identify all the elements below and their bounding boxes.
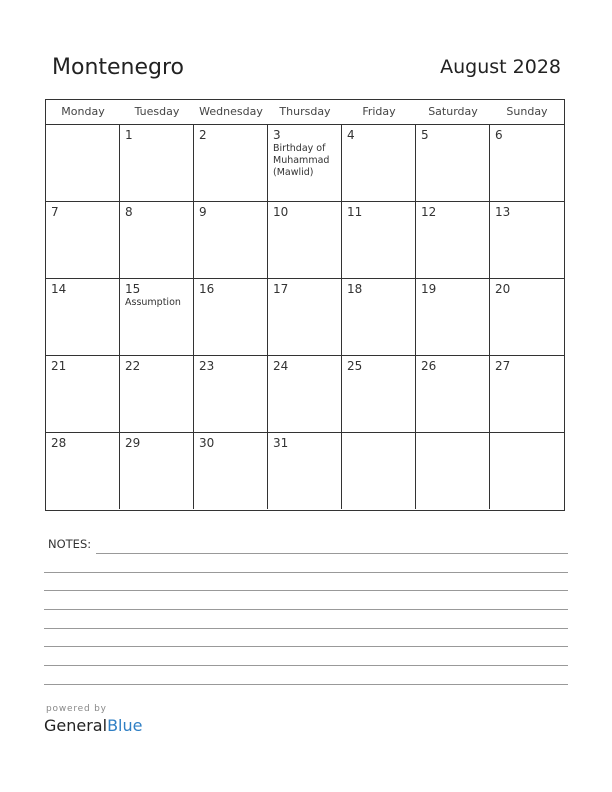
day-cell [194, 202, 268, 278]
day-number: 8 [125, 205, 133, 219]
day-cell [194, 356, 268, 432]
day-number: 24 [273, 359, 289, 373]
day-cell [268, 125, 342, 201]
day-number: 30 [199, 436, 215, 450]
week-row-1 [46, 125, 564, 202]
notes-line [44, 590, 568, 591]
generalblue-logo[interactable] [44, 716, 142, 735]
day-number: 19 [421, 282, 437, 296]
notes-line [44, 684, 568, 685]
holiday-label: Assumption [125, 297, 181, 308]
day-number: 25 [347, 359, 363, 373]
day-cell [416, 433, 490, 509]
brand-general: General [44, 716, 108, 735]
weekday-sunday: Sunday [506, 105, 548, 118]
week-row-3 [46, 279, 564, 356]
day-number: 20 [495, 282, 511, 296]
day-number: 17 [273, 282, 289, 296]
day-number: 7 [51, 205, 59, 219]
day-number: 31 [273, 436, 289, 450]
day-number: 4 [347, 128, 355, 142]
weekday-saturday: Saturday [428, 105, 478, 118]
day-number: 28 [51, 436, 67, 450]
day-cell [416, 202, 490, 278]
day-cell [342, 125, 416, 201]
day-number: 1 [125, 128, 133, 142]
day-cell [120, 125, 194, 201]
day-number: 12 [421, 205, 437, 219]
weekday-thursday: Thursday [279, 105, 331, 118]
calendar-grid [45, 99, 565, 511]
day-cell [194, 279, 268, 355]
day-cell [490, 125, 564, 201]
powered-by-text: powered by [46, 704, 107, 714]
week-row-2 [46, 202, 564, 279]
weekday-friday: Friday [362, 105, 396, 118]
day-cell [416, 356, 490, 432]
day-cell [46, 433, 120, 509]
notes-line [44, 609, 568, 610]
day-cell [342, 279, 416, 355]
day-cell [268, 202, 342, 278]
day-cell [342, 433, 416, 509]
notes-line [44, 628, 568, 629]
day-cell [194, 433, 268, 509]
day-number: 14 [51, 282, 67, 296]
day-cell [120, 356, 194, 432]
week-row-4 [46, 356, 564, 433]
day-cell [120, 279, 194, 355]
day-cell [416, 279, 490, 355]
day-cell [490, 356, 564, 432]
notes-line [96, 553, 568, 554]
day-number: 9 [199, 205, 207, 219]
notes-line [44, 572, 568, 573]
day-number: 23 [199, 359, 215, 373]
day-number: 13 [495, 205, 511, 219]
notes-line [44, 665, 568, 666]
day-cell [268, 433, 342, 509]
day-cell [46, 125, 120, 201]
day-number: 16 [199, 282, 215, 296]
day-cell [342, 356, 416, 432]
day-number: 26 [421, 359, 437, 373]
day-cell [268, 279, 342, 355]
notes-label: NOTES: [48, 537, 92, 551]
day-cell [342, 202, 416, 278]
weekday-monday: Monday [61, 105, 105, 118]
day-number: 2 [199, 128, 207, 142]
day-cell [268, 356, 342, 432]
day-cell [120, 433, 194, 509]
day-cell [46, 202, 120, 278]
day-number: 29 [125, 436, 141, 450]
day-cell [120, 202, 194, 278]
day-number: 11 [347, 205, 363, 219]
month-title: August 2028 [440, 56, 561, 78]
day-cell [490, 433, 564, 509]
brand-blue: Blue [107, 716, 143, 735]
day-cell [194, 125, 268, 201]
day-number: 27 [495, 359, 511, 373]
day-cell [416, 125, 490, 201]
week-row-5 [46, 433, 564, 509]
weekday-wednesday: Wednesday [199, 105, 263, 118]
weekday-header-row [46, 100, 564, 125]
day-number: 21 [51, 359, 67, 373]
day-number: 3 [273, 128, 281, 142]
day-number: 10 [273, 205, 289, 219]
day-cell [46, 356, 120, 432]
day-number: 18 [347, 282, 363, 296]
day-cell [490, 202, 564, 278]
day-number: 5 [421, 128, 429, 142]
notes-line [44, 646, 568, 647]
day-number: 6 [495, 128, 503, 142]
day-number: 22 [125, 359, 141, 373]
weekday-tuesday: Tuesday [134, 105, 180, 118]
day-cell [490, 279, 564, 355]
day-number: 15 [125, 282, 141, 296]
day-cell [46, 279, 120, 355]
holiday-label: Birthday of Muhammad (Mawlid) [273, 143, 330, 178]
country-title: Montenegro [52, 55, 185, 80]
